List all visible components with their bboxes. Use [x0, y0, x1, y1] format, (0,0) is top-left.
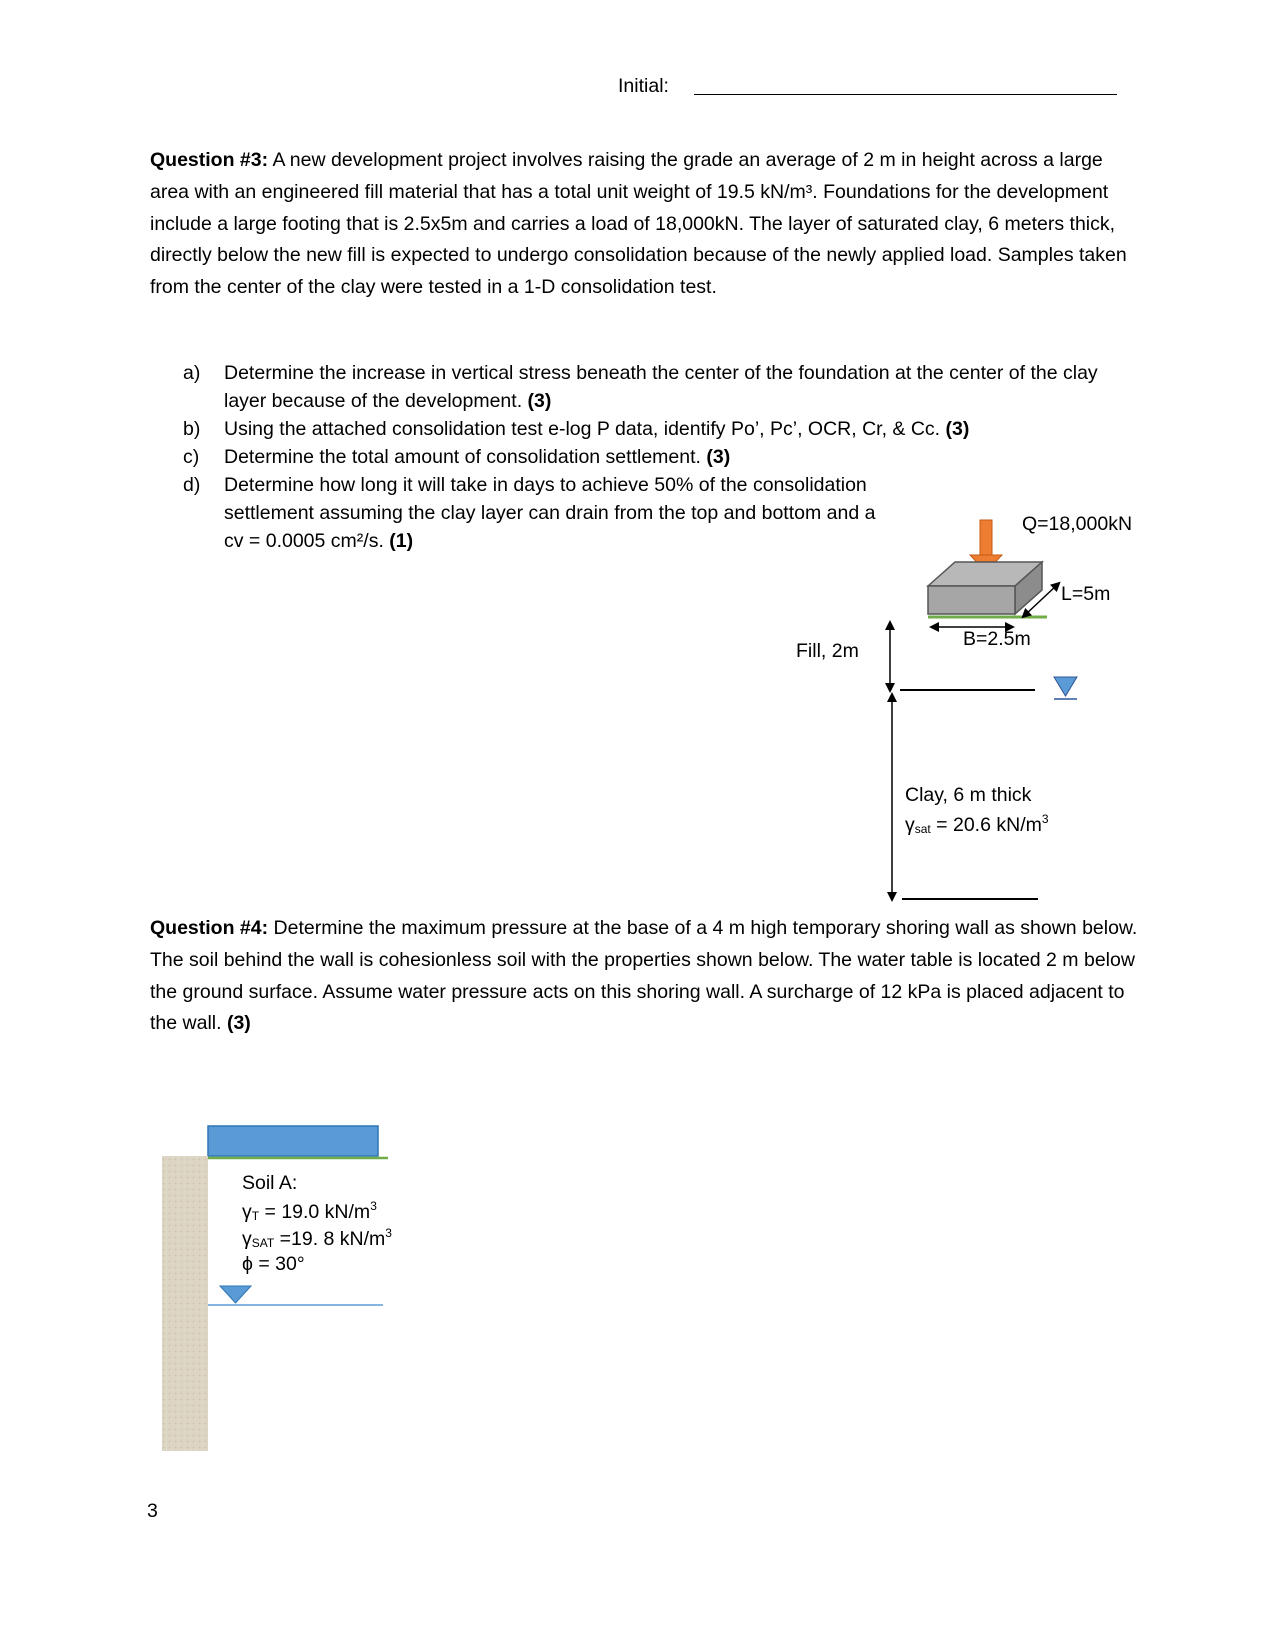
part-b-points: (3) — [945, 418, 970, 440]
part-b-label: b) — [183, 418, 201, 440]
load-label: Q=18,000kN — [1022, 513, 1133, 535]
part-c-text: Determine the total amount of consolidation settlement. — [224, 446, 707, 468]
question-3-heading: Question #3: — [150, 149, 269, 171]
gamma-t-symbol: γ — [242, 1201, 252, 1223]
gamma-t-value: = 19.0 kN/m — [259, 1201, 371, 1223]
question-3-body: A new development project involves raising the grade an average of 2 m in height across a large area with an engineered fill material that has a total unit weight of 19.5 kN/m³. Foundations for the development include a large footing that is 2.5x5m and carries a load of 18,000kN. The layer of saturated clay, 6 meters thick, directly below the new fill is expected to undergo consolidation because of the newly applied load. Samples taken from the center of the clay were tested in a 1-D consolidation test. — [150, 149, 1127, 299]
part-b-text: Using the attached consolidation test e-log P data, identify Po’, Pc’, OCR, Cr, & Cc. — [224, 418, 946, 440]
gamma-sat-subscript: SAT — [251, 1236, 275, 1250]
gamma-value: = 20.6 kN/m — [930, 814, 1042, 836]
clay-label: Clay, 6 m thick — [905, 784, 1032, 806]
question-4-heading: Question #4: — [150, 917, 269, 939]
part-a-text: Determine the increase in vertical stress beneath the center of the foundation at the center of the clay layer because of the development. — [224, 362, 1098, 412]
surcharge-block — [208, 1126, 378, 1156]
soil-friction-angle: ϕ = 30° — [242, 1253, 305, 1275]
part-c-label: c) — [183, 446, 200, 468]
fill-label: Fill, 2m — [796, 640, 859, 662]
soil-total-unit-weight — [242, 1199, 377, 1224]
initial-label: Initial: — [618, 75, 669, 97]
shoring-wall — [162, 1156, 208, 1451]
part-d-points: (1) — [389, 530, 414, 552]
water-table-icon-2 — [220, 1286, 251, 1303]
part-d-text: Determine how long it will take in days to achieve 50% of the consolidation settlement assuming the clay layer can drain from the top and bottom and a cv = 0.0005 cm²/s. — [224, 474, 876, 552]
gamma-t-superscript: 3 — [370, 1199, 377, 1213]
gamma-subscript: sat — [914, 822, 931, 836]
page-number: 3 — [147, 1500, 158, 1522]
gamma-unit-superscript: 3 — [1041, 812, 1049, 826]
gamma-sat-superscript: 3 — [385, 1226, 392, 1240]
soil-title: Soil A: — [242, 1172, 298, 1194]
part-a-label: a) — [183, 362, 201, 384]
width-label: B=2.5m — [963, 628, 1031, 650]
gamma-symbol: γ — [905, 814, 915, 836]
question-4-points: (3) — [226, 1012, 251, 1035]
part-d-label: d) — [183, 474, 201, 496]
question-4-body: Determine the maximum pressure at the base of a 4 m high temporary shoring wall as shown below. The soil behind the wall is cohesionless soil with the properties shown below. The water table is located 2 m below the ground surface. Assume water pressure acts on this shoring wall. A surcharge of 12 kPa is placed adjacent to the wall. — [150, 917, 1138, 1035]
gamma-sat-symbol: γ — [242, 1228, 252, 1250]
length-label: L=5m — [1061, 583, 1111, 605]
soil-saturated-unit-weight — [242, 1226, 392, 1251]
part-a-points: (3) — [527, 390, 552, 412]
gamma-sat-value: =19. 8 kN/m — [274, 1228, 386, 1250]
gamma-t-subscript: T — [251, 1209, 260, 1223]
part-c-points: (3) — [706, 446, 731, 468]
